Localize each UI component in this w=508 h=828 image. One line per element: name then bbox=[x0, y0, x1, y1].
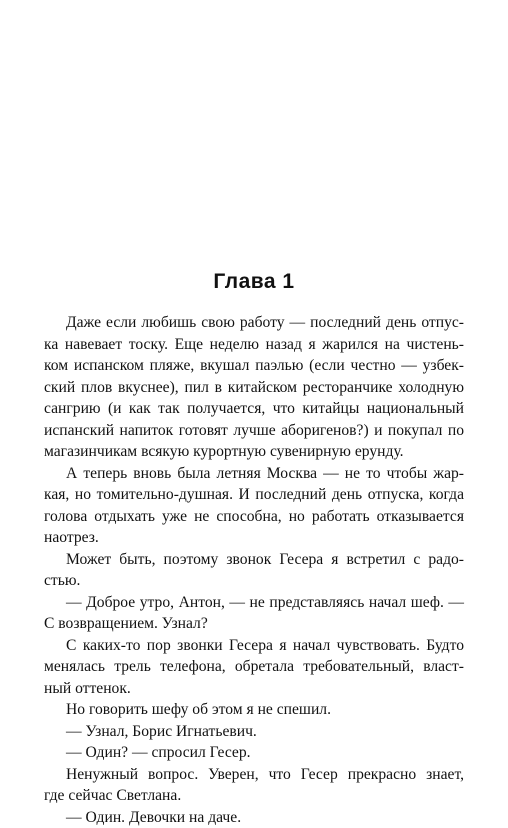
text-line: Может быть, поэтому звонок Гесера я встретил с радо- bbox=[44, 549, 464, 571]
text-line: — Один? — спросил Гесер. bbox=[44, 742, 464, 764]
text-line: Даже если любишь свою работу — последний день отпус- bbox=[44, 312, 464, 334]
text-line: Но говорить шефу об этом я не спешил. bbox=[44, 699, 464, 721]
text-line: наотрез. bbox=[44, 527, 464, 549]
text-line: ный оттенок. bbox=[44, 678, 464, 700]
text-line: — Доброе утро, Антон, — не представляясь начал шеф. — bbox=[44, 592, 464, 614]
text-line: магазинчикам всякую курортную сувенирную ерунду. bbox=[44, 441, 464, 463]
text-line: — Один. Девочки на даче. bbox=[44, 807, 464, 828]
text-line: голова отдыхать уже не способна, но работать отказывается bbox=[44, 506, 464, 528]
chapter-title: Глава 1 bbox=[0, 270, 508, 294]
text-line: ка навевает тоску. Еще неделю назад я жарился на чистень- bbox=[44, 334, 464, 356]
text-line: кая, но томительно-душная. И последний день отпуска, когда bbox=[44, 484, 464, 506]
chapter-text bbox=[44, 312, 464, 828]
text-line: А теперь вновь была летняя Москва — не то чтобы жар- bbox=[44, 463, 464, 485]
text-line: стью. bbox=[44, 570, 464, 592]
text-line: — Узнал, Борис Игнатьевич. bbox=[44, 721, 464, 743]
text-line: С каких-то пор звонки Гесера я начал чувствовать. Будто bbox=[44, 635, 464, 657]
text-line: Ненужный вопрос. Уверен, что Гесер прекрасно знает, bbox=[44, 764, 464, 786]
text-line: ком испанском пляже, вкушал паэлью (если честно — узбек- bbox=[44, 355, 464, 377]
text-line: где сейчас Светлана. bbox=[44, 785, 464, 807]
text-line: испанский напиток готовят лучше аборигенов?) и покупал по bbox=[44, 420, 464, 442]
text-line: ский плов вкуснее), пил в китайском ресторанчике холодную bbox=[44, 377, 464, 399]
text-line: менялась трель телефона, обретала требовательный, власт- bbox=[44, 656, 464, 678]
text-line: сангрию (и как так получается, что китайцы национальный bbox=[44, 398, 464, 420]
text-line: С возвращением. Узнал? bbox=[44, 613, 464, 635]
